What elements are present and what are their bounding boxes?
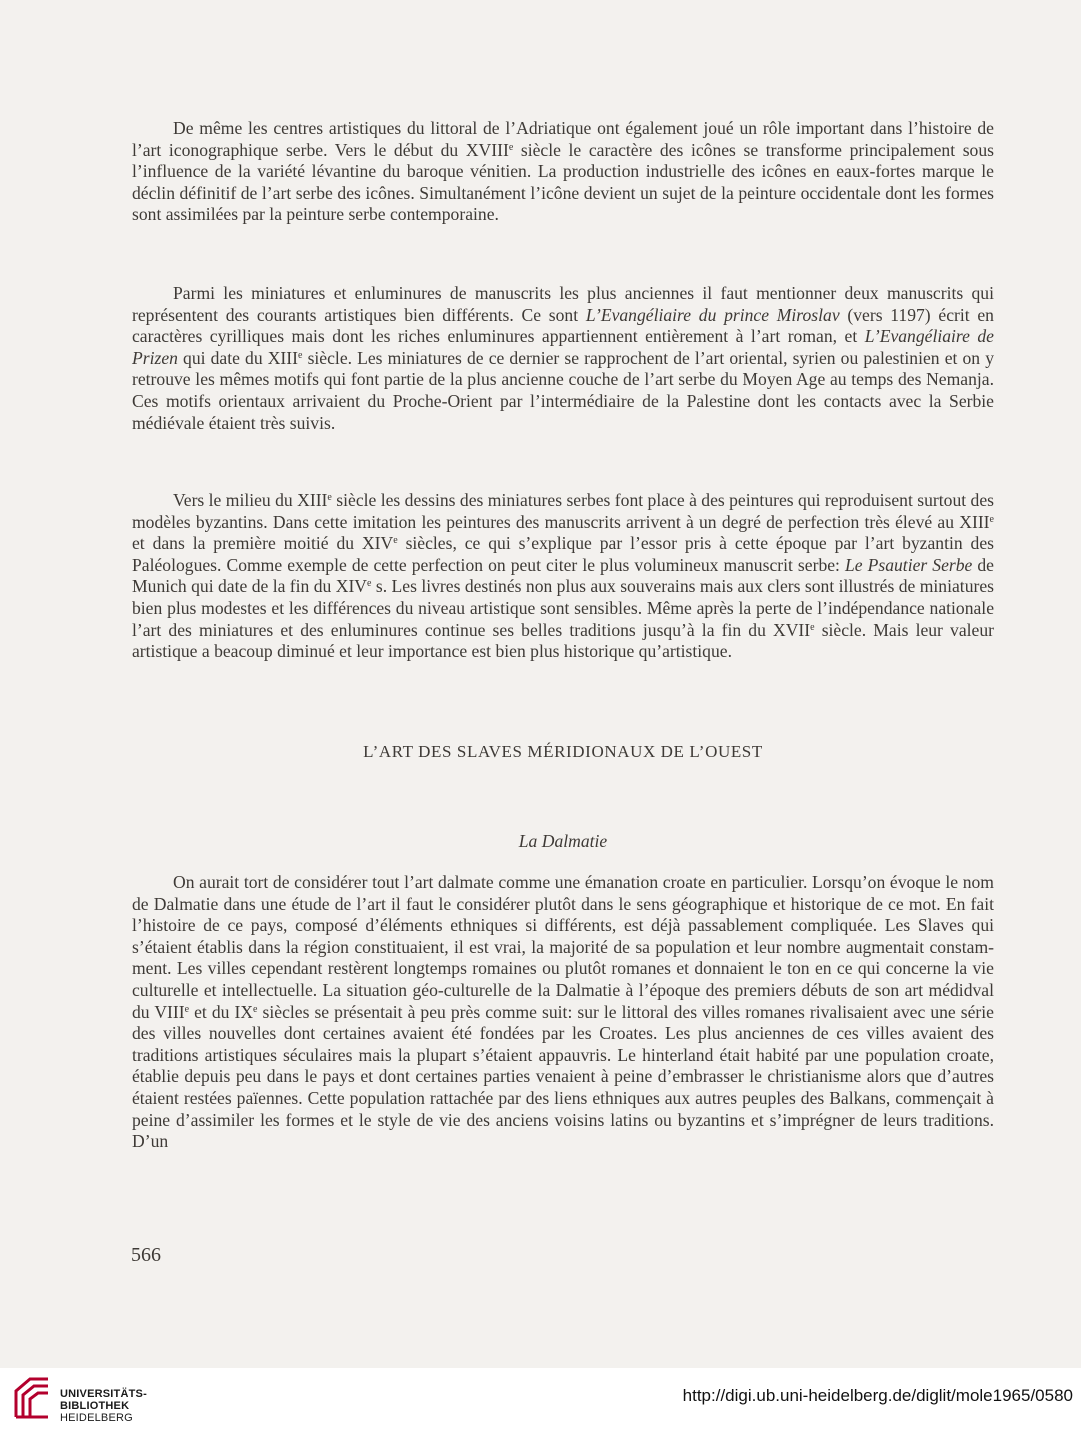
subsection-title: La Dalmatie [518, 831, 608, 851]
library-name-line2: BIBLIOTHEK [60, 1400, 130, 1412]
page-number: 566 [131, 1244, 161, 1266]
paragraph-icons-adriatic: De même les centres artistiques du littoral de l’Adriatique ont également joué un rôle important dans l’histoire de l’art iconographique serbe. Vers le début du XVIIIe siècle le caractère des icônes se transforme principalement sous l’influence de la variété lévantine du baroque vénitien. La production industrielle des icônes en eaux-fortes marque le déclin définitif de l’art serbe des icônes. Simultanément l’icône devient un sujet de la peinture occidentale dont les formes sont assimilées par la peinture serbe contemporaine. [132, 118, 994, 225]
paragraph-dalmatia: On aurait tort de considérer tout l’art dalmate comme une émanation croate en particulier. Lorsqu’on évoque le nom de Dalmatie dans une étude de l’art il faut le considérer plutôt dans le sens géographique et historique de ce mot. En fait l’histoire de ce pays, composé d’éléments ethniques si différents, est déjà passablement compliquée. Les Slaves qui s’étaient établis dans la région constituaient, il est vrai, la majorité de sa population et leur nombre augmentait constamment. Les villes cependant restèrent longtemps romaines ou plutôt romanes et donnaient le ton en ce qui concerne la vie culturelle et intellectuelle. La situation géo-culturelle de la Dalmatie à l’époque des premiers débuts de son art médidval du VIIIe et du IXe siècles se présentait à peu près comme suit: sur le littoral des villes romanes rivalisaient avec une série des villes nouvelles dont certaines avaient été fondées par les Croates. Les plus anciennes de ces villes avaient des traditions artistiques séculaires mais la plupart s’étaient appauvris. Le hinterland était habité par une population croate, établie depuis peu dans le pays et dont certaines parties venaient à peine d’embrasser le christianisme alors que d’autres étaient restées païennes. Cette population rattachée par des liens ethniques aux autres peuples des Balkans, commençait à peine d’assimiler les formes et le style de vie des anciens voisins latins ou byzantins et s’imprégner de leurs traditions. D’un [132, 872, 994, 1152]
logo-strokes [16, 1379, 48, 1417]
library-name-line1: UNIVERSITÄTS- [60, 1388, 147, 1400]
library-footer [0, 1368, 1081, 1446]
library-name [60, 1388, 147, 1424]
section-title: L’ART DES SLAVES MÉRIDIONAUX DE L’OUEST [363, 742, 763, 761]
library-name-line3: HEIDELBERG [60, 1412, 133, 1424]
source-url-link[interactable]: http://digi.ub.uni-heidelberg.de/diglit/mole1965/0580 [682, 1386, 1073, 1405]
university-library-logo-icon [12, 1377, 52, 1419]
paragraph-byzantine-models: Vers le milieu du XIIIe siècle les dessins des miniatures serbes font place à des peintures qui reproduisent surtout des modèles byzantins. Dans cette imitation les peintures des manuscrits arrivent à un degré de perfection très élevé au XIIIe et dans la première moitié du XIVe siècles, ce qui s’explique par l’essor pris à cette époque par l’art byzantin des Paléologues. Comme exemple de cette perfection on peut citer le plus volumineux manuscrit serbe: Le Psautier Serbe de Munich qui date de la fin du XIVe s. Les livres destinés non plus aux souverains mais aux clers sont illustrés de miniatures bien plus modestes et les différences du niveau artistique sont sensibles. Même après la perte de l’indépendance nationale l’art des miniatures et des enluminures continue ses belles traditions jusqu’à la fin du XVIIe siècle. Mais leur valeur artistique a beacoup diminué et leur importance est bien plus historique qu’artistique. [132, 490, 995, 662]
paragraph-miniatures-manuscripts: Parmi les miniatures et enluminures de manuscrits les plus anciennes il faut mentionner deux manuscrits qui représentent des courants artistiques bien différents. Ce sont L’Evangéliaire du prince Miroslav (vers 1197) écrit en caractères cyrilliques mais dont les riches enluminures appartiennent entièrement à l’art roman, et L’Evangéliaire de Prizen qui date du XIIIe siècle. Les miniatures de ce dernier se rapprochent de l’art oriental, syrien ou palestinien et on y retrouve les mêmes motifs qui font partie de la plus ancienne couche de l’art serbe du Moyen Age au temps des Nemanja. Ces motifs orientaux arrivaient du Proche-Orient par l’intermédiaire de la Palestine dont les contacts avec la Serbie médiévale étaient très suivis. [132, 283, 994, 433]
